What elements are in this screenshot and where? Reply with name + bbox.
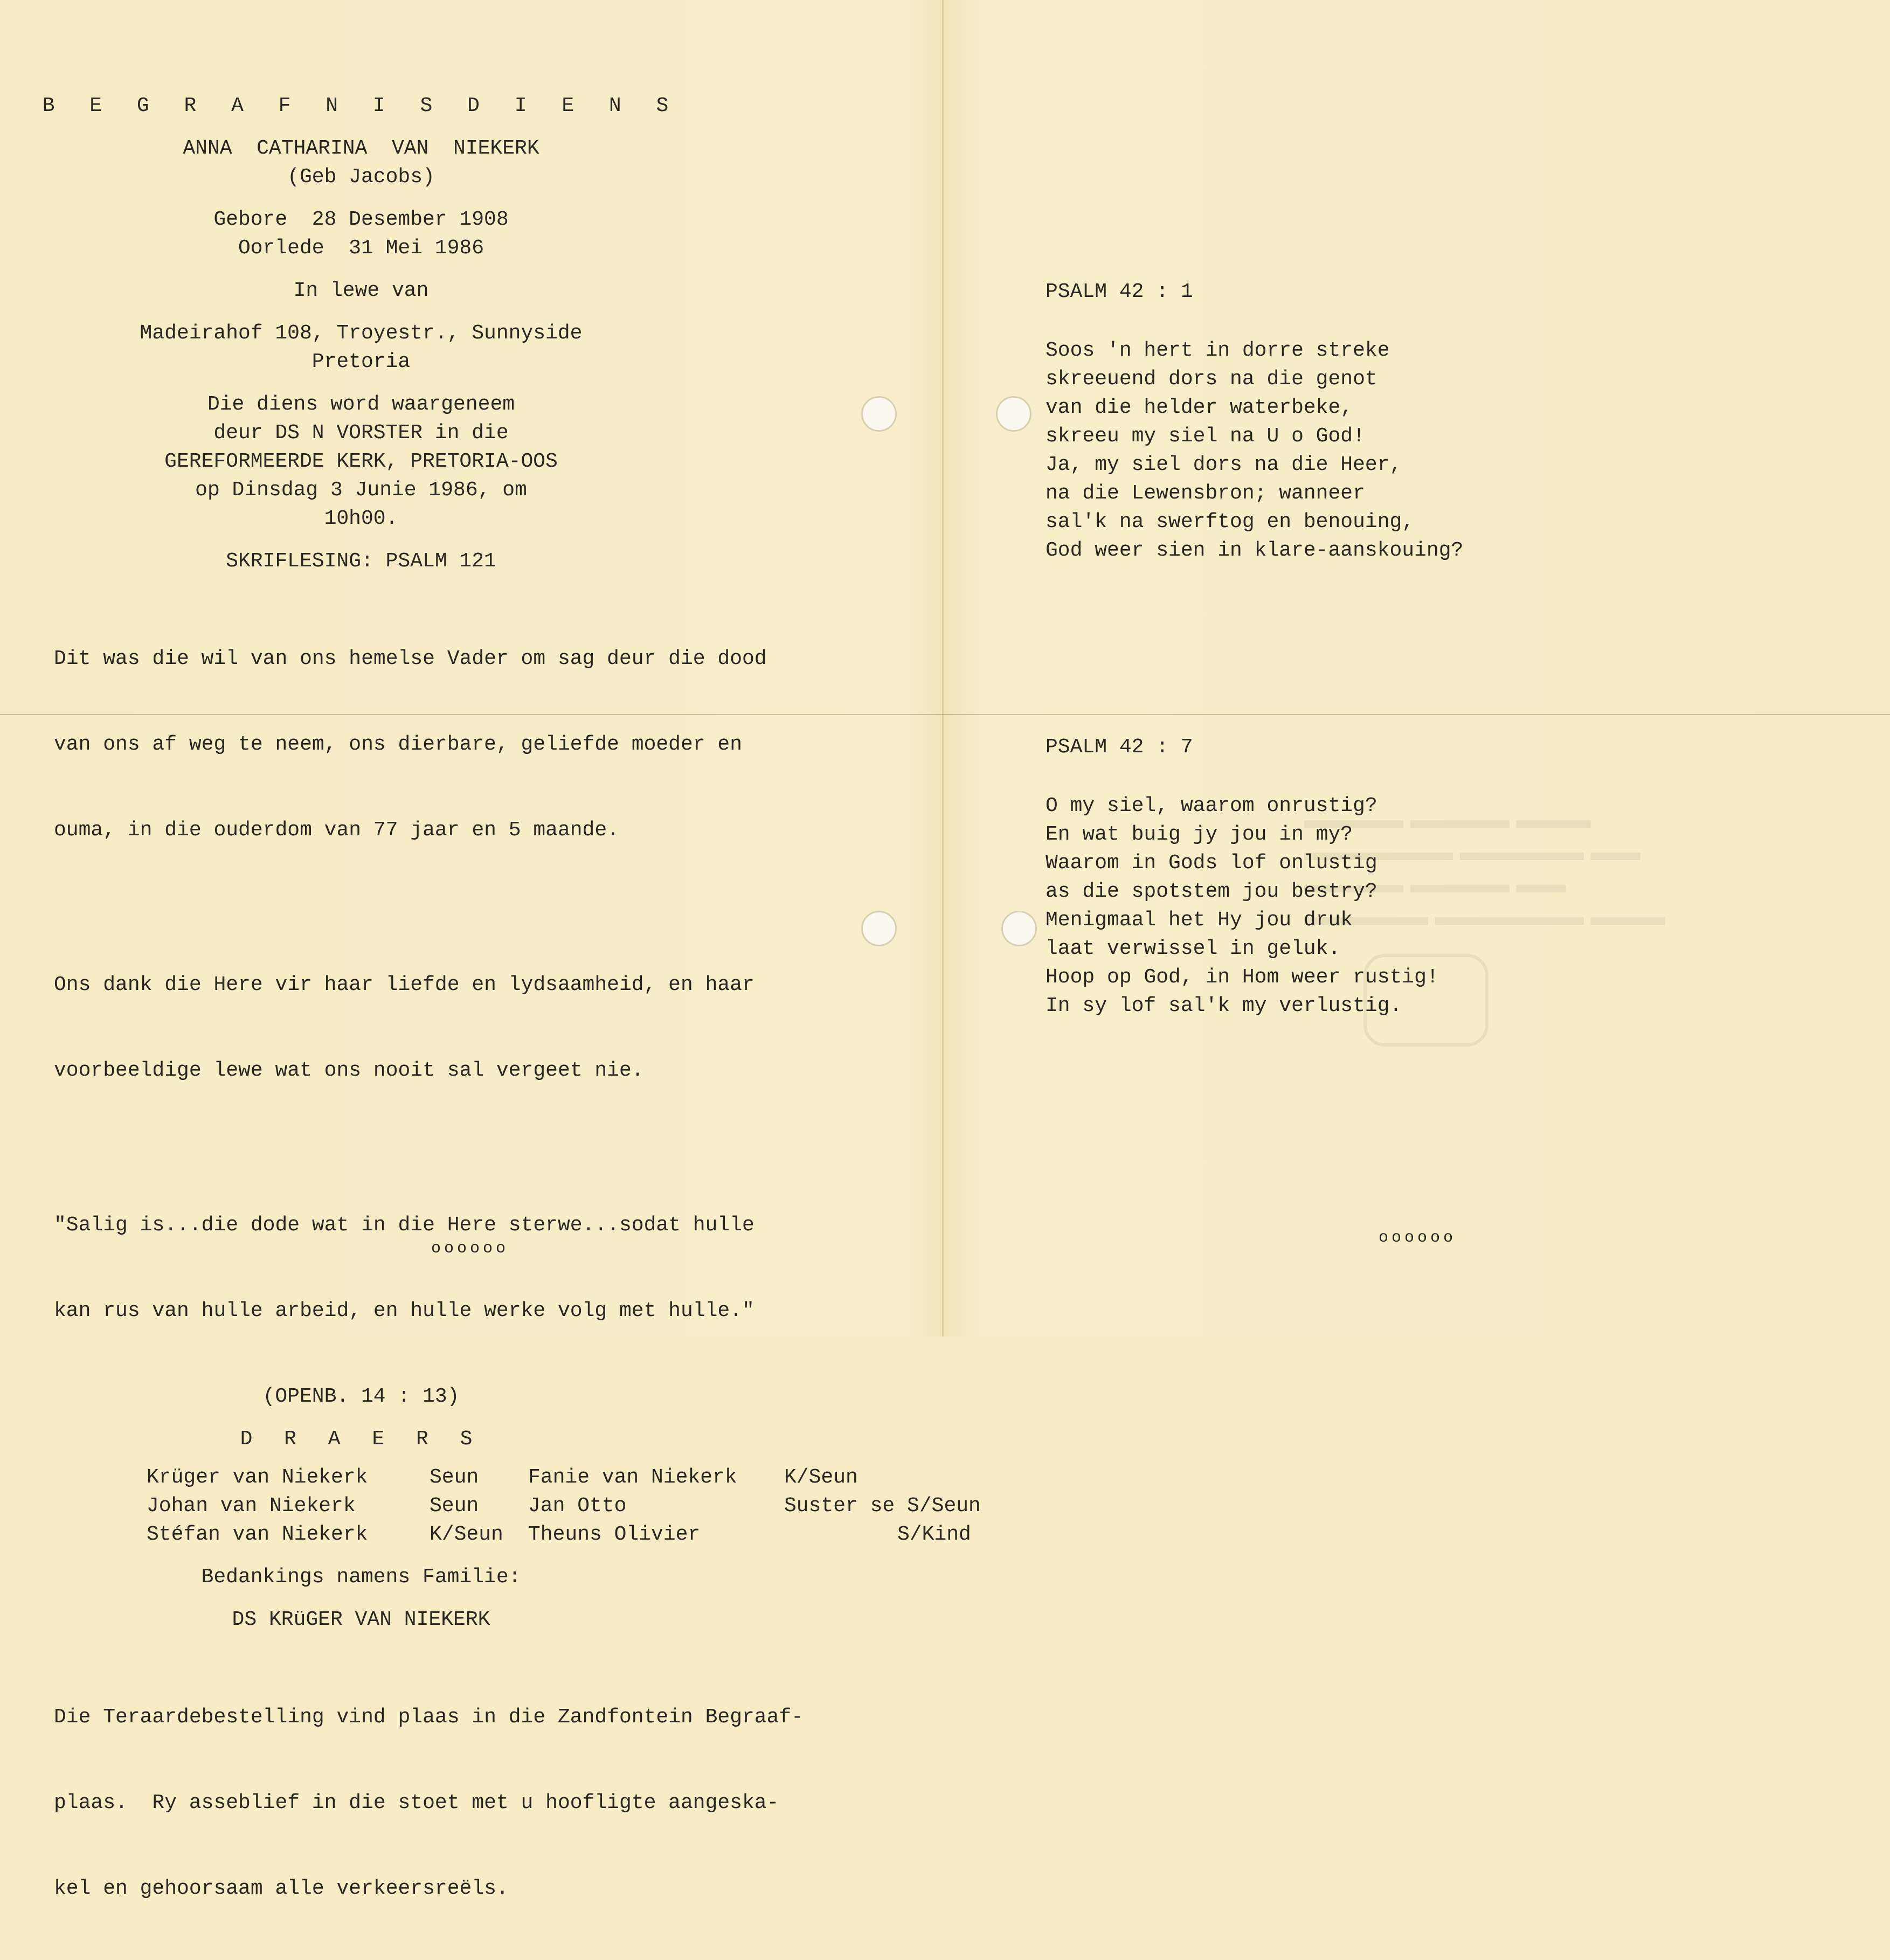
text-line: voorbeeldige lewe wat ons nooit sal vergeet nie.	[54, 1059, 644, 1082]
message-paragraph	[54, 587, 927, 902]
psalm-line: God weer sien in klare-aanskouing?	[1046, 539, 1464, 562]
psalm-line: laat verwissel in geluk.	[1046, 937, 1341, 960]
bearer-relation: Seun	[430, 1494, 479, 1518]
bearer-name: Stéfan van Niekerk	[147, 1523, 368, 1546]
thanks-label: Bedankings namens Familie:	[201, 1566, 521, 1589]
psalm-line: as die spotstem jou bestry?	[1046, 880, 1377, 903]
text-line: plaas. Ry asseblief in die stoet met u hoofligte aangeska-	[54, 1791, 779, 1814]
psalm-line: skreeu my siel na U o God!	[1046, 425, 1365, 448]
service-line: Die diens word waargeneem	[207, 393, 515, 416]
psalm-line: O my siel, waarom onrustig?	[1046, 794, 1377, 818]
in-life-label: In lewe van	[293, 279, 429, 302]
bearer-name: Krüger van Niekerk	[147, 1466, 368, 1489]
left-page	[42, 92, 981, 1960]
bearer-relation: Suster se S/Seun	[784, 1494, 981, 1518]
psalm-42-7	[1046, 733, 1692, 1020]
psalm-line: Waarom in Gods lof onlustig	[1046, 851, 1377, 875]
bleed-through-print: ▬▬▬▬ ▬▬▬▬ ▬▬▬ ▬▬▬▬▬▬ ▬▬▬▬▬ ▬▬ ▬▬▬▬ ▬▬▬▬ ▬▬ ▬▬▬▬▬ ▬▬▬▬▬▬ ▬▬▬	[1304, 803, 1789, 1105]
deceased-name: ANNA CATHARINA VAN NIEKERK	[183, 137, 539, 160]
psalm-42-1	[1046, 278, 1692, 565]
quote-reference: (OPENB. 14 : 13)	[262, 1385, 460, 1408]
psalm-line: van die helder waterbeke,	[1046, 396, 1353, 419]
ornament: oooooo	[1379, 1229, 1457, 1247]
bearer-name: Johan van Niekerk	[147, 1494, 356, 1518]
bearer-relation: K/Seun	[430, 1523, 503, 1546]
service-line: op Dinsdag 3 Junie 1986, om	[195, 479, 527, 502]
service-line: GEREFORMEERDE KERK, PRETORIA-OOS	[164, 450, 558, 473]
text-line: "Salig is...die dode wat in die Here sterwe...sodat hulle	[54, 1214, 754, 1237]
text-line: Die Teraardebestelling vind plaas in die Zandfontein Begraaf-	[54, 1706, 804, 1729]
burial-paragraph	[54, 1646, 927, 1960]
maiden-name: (Geb Jacobs)	[287, 165, 435, 189]
psalm-line: sal'k na swerftog en benouing,	[1046, 510, 1415, 534]
thanks-name: DS KRüGER VAN NIEKERK	[232, 1608, 490, 1631]
bearer-name: Fanie van Niekerk	[528, 1466, 737, 1489]
thanks-paragraph	[54, 913, 927, 1142]
text-line: Ons dank die Here vir haar liefde en lydsaamheid, en haar	[54, 973, 754, 996]
bearer-relation: K/Seun	[784, 1466, 858, 1489]
scripture-reading: SKRIFLESING: PSALM 121	[226, 550, 496, 573]
text-line: van ons af weg te neem, ons dierbare, geliefde moeder en	[54, 733, 743, 756]
psalm-title: PSALM 42 : 7	[1046, 736, 1193, 759]
address-line: Madeirahof 108, Troyestr., Sunnyside	[140, 322, 583, 345]
ornament: oooooo	[431, 1239, 509, 1258]
punch-hole	[996, 396, 1031, 432]
bearer-relation: Seun	[430, 1466, 479, 1489]
bearer-name: Theuns Olivier	[528, 1523, 701, 1546]
psalm-line: na die Lewensbron; wanneer	[1046, 482, 1365, 505]
birth-date: Gebore 28 Desember 1908	[213, 208, 509, 231]
psalm-line: En wat buig jy jou in my?	[1046, 823, 1353, 846]
psalm-line: skreeuend dors na die genot	[1046, 368, 1377, 391]
bearer-relation: S/Kind	[897, 1523, 971, 1546]
psalm-line: Hoop op God, in Hom weer rustig!	[1046, 966, 1439, 989]
text-line: Dit was die wil van ons hemelse Vader om sag deur die dood	[54, 647, 767, 670]
service-time: 10h00.	[324, 507, 398, 530]
psalm-line: Soos 'n hert in dorre streke	[1046, 339, 1390, 362]
punch-hole	[1001, 911, 1037, 946]
psalm-line: Ja, my siel dors na die Heer,	[1046, 453, 1402, 476]
vertical-fold	[942, 0, 944, 1336]
bearer-name: Jan Otto	[528, 1494, 627, 1518]
text-line: kan rus van hulle arbeid, en hulle werke volg met hulle."	[54, 1299, 754, 1322]
text-line: kel en gehoorsaam alle verkeersreëls.	[54, 1877, 509, 1900]
service-title: B E G R A F N I S D I E N S	[42, 94, 680, 117]
service-line: deur DS N VORSTER in die	[213, 421, 509, 445]
psalm-line: In sy lof sal'k my verlustig.	[1046, 994, 1402, 1017]
scripture-quote	[54, 1154, 927, 1382]
psalm-title: PSALM 42 : 1	[1046, 280, 1193, 303]
bearers-title: D R A E R S	[240, 1428, 482, 1451]
psalm-line: Menigmaal het Hy jou druk	[1046, 909, 1353, 932]
address-city: Pretoria	[311, 350, 411, 373]
text-line: ouma, in die ouderdom van 77 jaar en 5 maande.	[54, 819, 619, 842]
bearers-table	[147, 1463, 981, 1549]
death-date: Oorlede 31 Mei 1986	[238, 237, 484, 260]
